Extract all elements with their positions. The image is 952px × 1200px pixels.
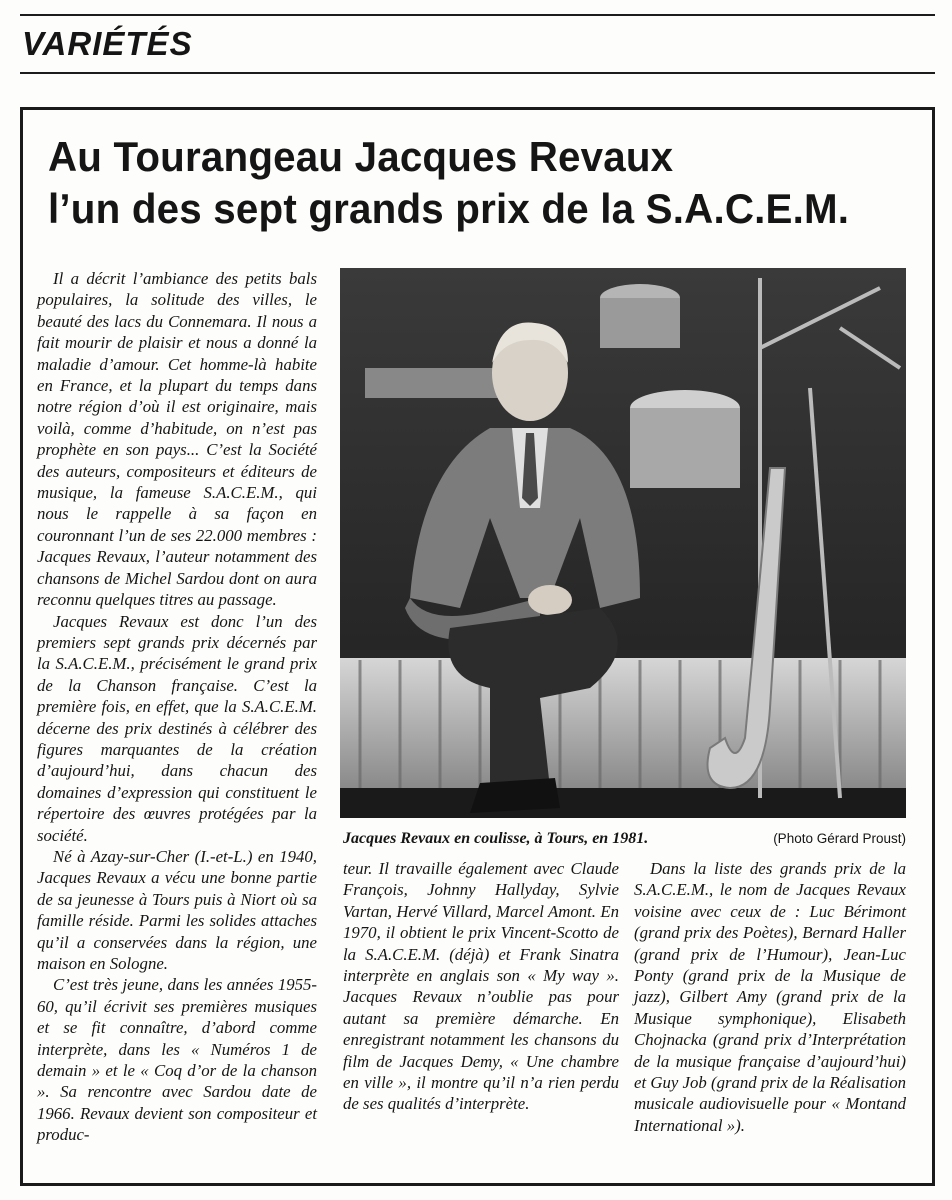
paragraph: Dans la liste des grands prix de la S.A.C.E.M., le nom de Jacques Revaux voisine avec ceux de : Luc Bérimont (grand prix des Poètes), Bernard Haller (grand prix de l’Humour), Jean-Luc Ponty (grand prix de la Musique de jazz), Gilbert Amy (grand prix de la Musique symphonique), Elisabeth Chojnacka (grand prix d’Interprétation de la musique française d’aujourd’hui) et Guy Job (grand prix de la Réalisation musicale audiovisuelle pour « Montand International »). [634, 859, 906, 1135]
paragraph: Il a décrit l’ambiance des petits bals populaires, la solitude des villes, le beauté des lacs du Connemara. Il nous a fait mourir de plaisir et nous a donné la maladie d’amour. Cet homme-là habite en France, et la plupart du temps dans notre région d’où il est originaire, mais voilà, comme d’habitude, on n’est pas prophète en son pays... C’est la Société des auteurs, compositeurs et éditeurs de musique, la fameuse S.A.C.E.M., qui nous le rappelle à sa façon en couronnant l’un de ses 22.000 membres : Jacques Revaux, l’auteur notamment des chansons de Michel Sardou dont on aura reconnu quelques titres au passage. [37, 269, 317, 610]
headline-line-1: Au Tourangeau Jacques Revaux [48, 133, 674, 180]
article-column-1 [37, 268, 317, 1170]
paragraph: C’est très jeune, dans les années 1955-60, qu’il écrivit ses premières musiques et se fit connaître, d’abord comme interprète, dans les « Numéros 1 de demain » et le « Coq d’or de la chanson ». Sa rencontre avec Sardou date de 1966. Revaux devient son compositeur et produc- [37, 975, 317, 1145]
headline [48, 131, 893, 235]
section-heading: VARIÉTÉS [22, 25, 193, 62]
paragraph: Né à Azay-sur-Cher (I.-et-L.) en 1940, Jacques Revaux a vécu une bonne partie de sa jeunesse à Tours puis à Niort où sa famille réside. Parmi les solides attaches qu’il a conservées dans la région, une maison en Sologne. [37, 846, 317, 973]
headline-line-2: l’un des sept grands prix de la S.A.C.E.M. [48, 185, 850, 232]
paragraph: Jacques Revaux est donc l’un des premiers sept grands prix décernés par la S.A.C.E.M., précisément le grand prix de la Chanson française. C’est la première fois, en effet, que la S.A.C.E.M. décerne des prix destinés à célébrer des figures marquantes de la création d’aujourd’hui, dans chacun des domaines d’expression qui constituent le répertoire des œuvres protégées par la société. [37, 611, 317, 845]
paragraph: teur. Il travaille également avec Claude François, Johnny Hallyday, Sylvie Vartan, Hervé Villard, Marcel Amont. En 1970, il obtient le prix Vincent-Scotto de la S.A.C.E.M. (déjà) et Frank Sinatra interprète en anglais son « My way ». Jacques Revaux n’oublie pas pour autant sa première démarche. En enregistrant notamment les chansons du film de Jacques Demy, « Une chambre en ville », il montre qu’il n’a rien perdu de ses qualités d’interprète. [343, 859, 619, 1114]
article-column-3 [634, 858, 906, 1136]
article-column-2 [343, 858, 619, 1115]
section-rule [20, 72, 935, 74]
top-rule [20, 14, 935, 16]
photo-jacques-revaux [340, 268, 906, 818]
photo-illustration [340, 268, 906, 818]
photo-credit: (Photo Gérard Proust) [773, 831, 906, 846]
photo-caption: Jacques Revaux en coulisse, à Tours, en 1981. [343, 830, 649, 847]
